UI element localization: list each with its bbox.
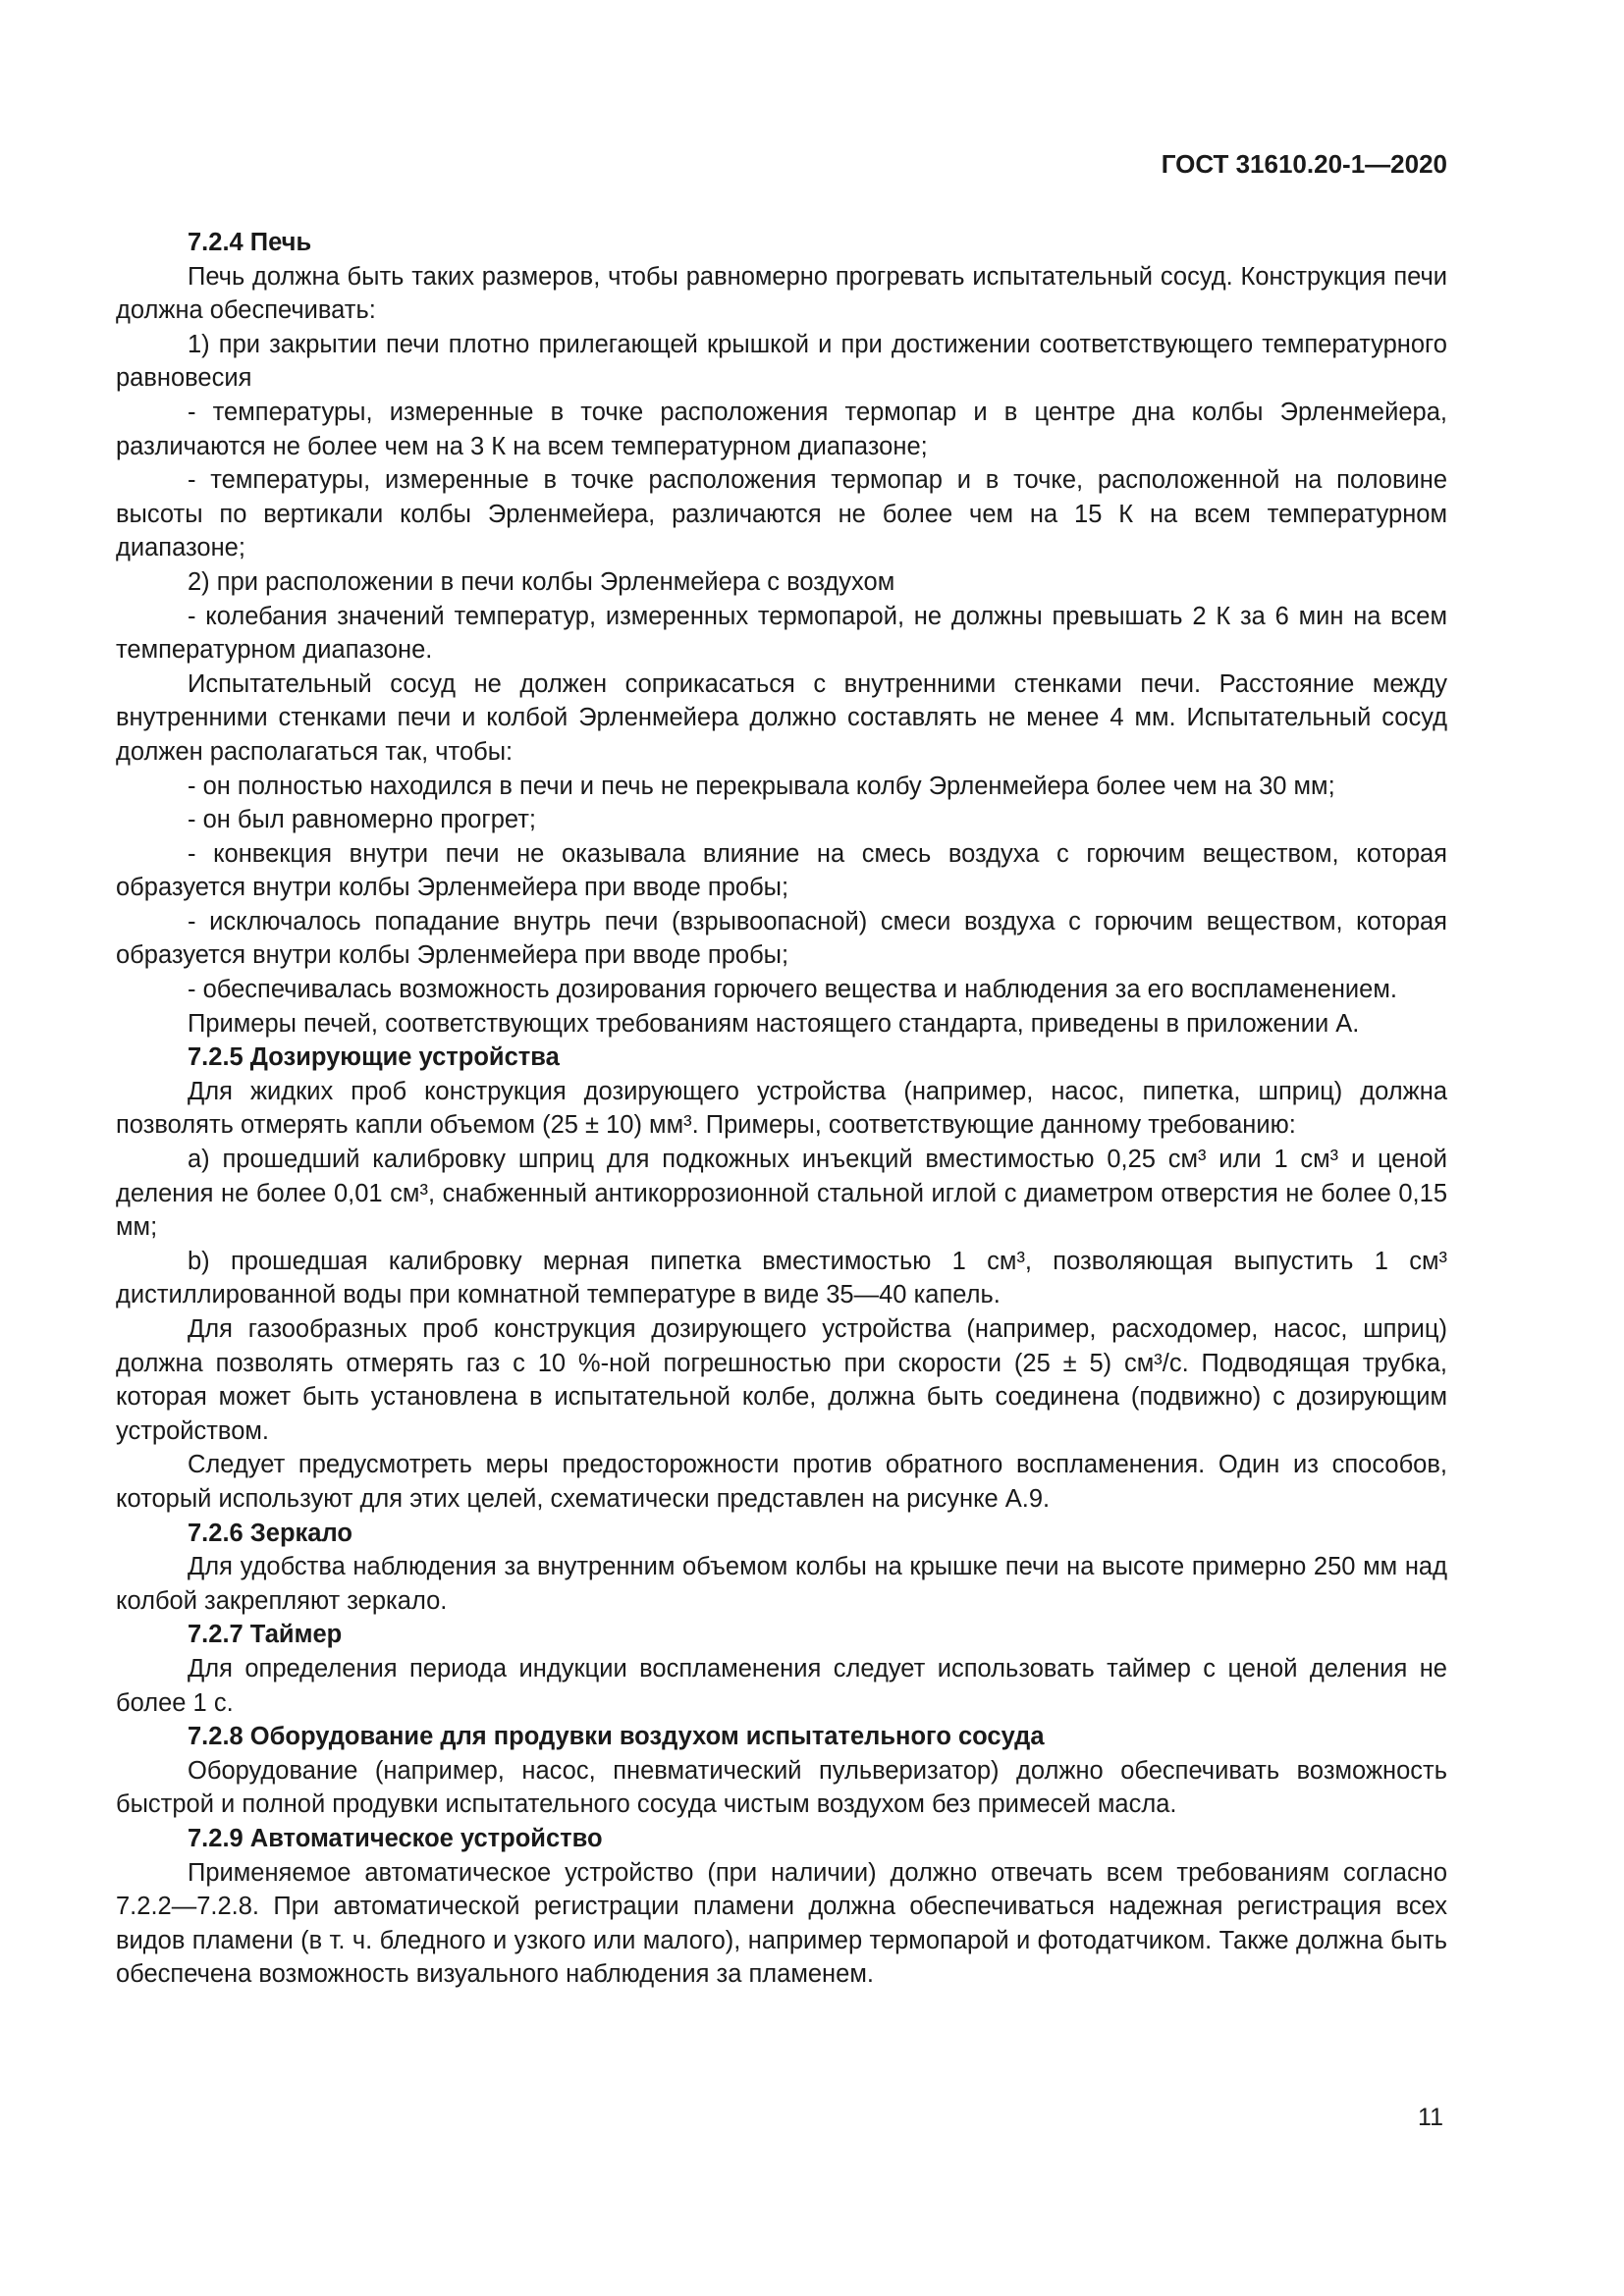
paragraph: - колебания значений температур, измеренных термопарой, не должны превышать 2 К за 6 мин на всем температурном диапазоне.	[116, 602, 1447, 665]
paragraph: Примеры печей, соответствующих требованиям настоящего стандарта, приведены в приложении А.	[188, 1009, 1360, 1038]
paragraph: 2) при расположении в печи колбы Эрленмейера с воздухом	[188, 567, 895, 596]
page-number: 11	[1418, 2104, 1443, 2131]
paragraph: a) прошедший калибровку шприц для подкожных инъекций вместимостью 0,25 см³ или 1 см³ и ценой деления не более 0,01 см³, снабженный антикоррозионной стальной иглой с диаметром отверстия не более 0,15 мм;	[116, 1146, 1447, 1242]
section-heading: 7.2.8 Оборудование для продувки воздухом испытательного сосуда	[188, 1723, 1045, 1751]
section-heading: 7.2.6 Зеркало	[188, 1519, 352, 1547]
page-body	[116, 226, 1447, 1992]
paragraph: Применяемое автоматическое устройство (при наличии) должно отвечать всем требованиям согласно 7.2.2—7.2.8. При автоматической регистрации пламени должна обеспечиваться надежная регистрация всех видов пламени (в т. ч. бледного и узкого или малого), например термопарой и фотодатчиком. Также должна быть обеспечена возможность визуального наблюдения за пламенем.	[116, 1858, 1447, 1989]
paragraph: - обеспечивалась возможность дозирования горючего вещества и наблюдения за его воспламенением.	[188, 976, 1397, 1004]
paragraph: Испытательный сосуд не должен соприкасаться с внутренними стенками печи. Расстояние между внутренними стенками печи и колбой Эрленмейера должно составлять не менее 4 мм. Испытательный сосуд должен располагаться так, чтобы:	[116, 669, 1447, 766]
section-heading: 7.2.5 Дозирующие устройства	[188, 1043, 560, 1072]
paragraph: Следует предусмотреть меры предосторожности против обратного воспламенения. Один из способов, который используют для этих целей, схематически представлен на рисунке А.9.	[116, 1451, 1447, 1513]
section-heading: 7.2.9 Автоматическое устройство	[188, 1824, 603, 1852]
paragraph: Для газообразных проб конструкция дозирующего устройства (например, расходомер, насос, шприц) должна позволять отмерять газ с 10 %-ной погрешностью при скорости (25 ± 5) см³/с. Подводящая трубка, которая может быть установлена в испытательной колбе, должна быть соединена (подвижно) с дозирующим устройством.	[116, 1315, 1447, 1445]
paragraph: - исключалось попадание внутрь печи (взрывоопасной) смеси воздуха с горючим веществом, которая образуется внутри колбы Эрленмейера при вводе пробы;	[116, 907, 1447, 970]
paragraph: b) прошедшая калибровку мерная пипетка вместимостью 1 см³, позволяющая выпустить 1 см³ дистиллированной воды при комнатной температуре в виде 35—40 капель.	[116, 1247, 1447, 1309]
paragraph: - он полностью находился в печи и печь не перекрывала колбу Эрленмейера более чем на 30 мм;	[188, 772, 1335, 800]
paragraph: Для определения периода индукции воспламенения следует использовать таймер с ценой деления не более 1 с.	[116, 1654, 1447, 1717]
section-heading: 7.2.7 Таймер	[188, 1621, 343, 1649]
paragraph: Оборудование (например, насос, пневматический пульверизатор) должно обеспечивать возможность быстрой и полной продувки испытательного сосуда чистым воздухом без примесей масла.	[116, 1756, 1447, 1819]
section-heading: 7.2.4 Печь	[188, 229, 312, 256]
paragraph: Для удобства наблюдения за внутренним объемом колбы на крышке печи на высоте примерно 250 мм над колбой закрепляют зеркало.	[116, 1553, 1447, 1615]
paragraph: Для жидких проб конструкция дозирующего устройства (например, насос, пипетка, шприц) должна позволять отмерять капли объемом (25 ± 10) мм³. Примеры, соответствующие данному требованию:	[116, 1077, 1447, 1140]
document-code: ГОСТ 31610.20-1—2020	[1161, 149, 1447, 179]
paragraph: 1) при закрытии печи плотно прилегающей крышкой и при достижении соответствующего температурного равновесия	[116, 330, 1447, 393]
paragraph: - конвекция внутри печи не оказывала влияние на смесь воздуха с горючим веществом, которая образуется внутри колбы Эрленмейера при вводе пробы;	[116, 839, 1447, 902]
paragraph: - температуры, измеренные в точке расположения термопар и в центре дна колбы Эрленмейера, различаются не более чем на 3 К на всем температурном диапазоне;	[116, 398, 1447, 460]
paragraph: - он был равномерно прогрет;	[188, 806, 536, 834]
paragraph: Печь должна быть таких размеров, чтобы равномерно прогревать испытательный сосуд. Конструкция печи должна обеспечивать:	[116, 262, 1447, 325]
paragraph: - температуры, измеренные в точке расположения термопар и в точке, расположенной на половине высоты по вертикали колбы Эрленмейера, различаются не более чем на 15 К на всем температурном диапазоне;	[116, 466, 1447, 562]
